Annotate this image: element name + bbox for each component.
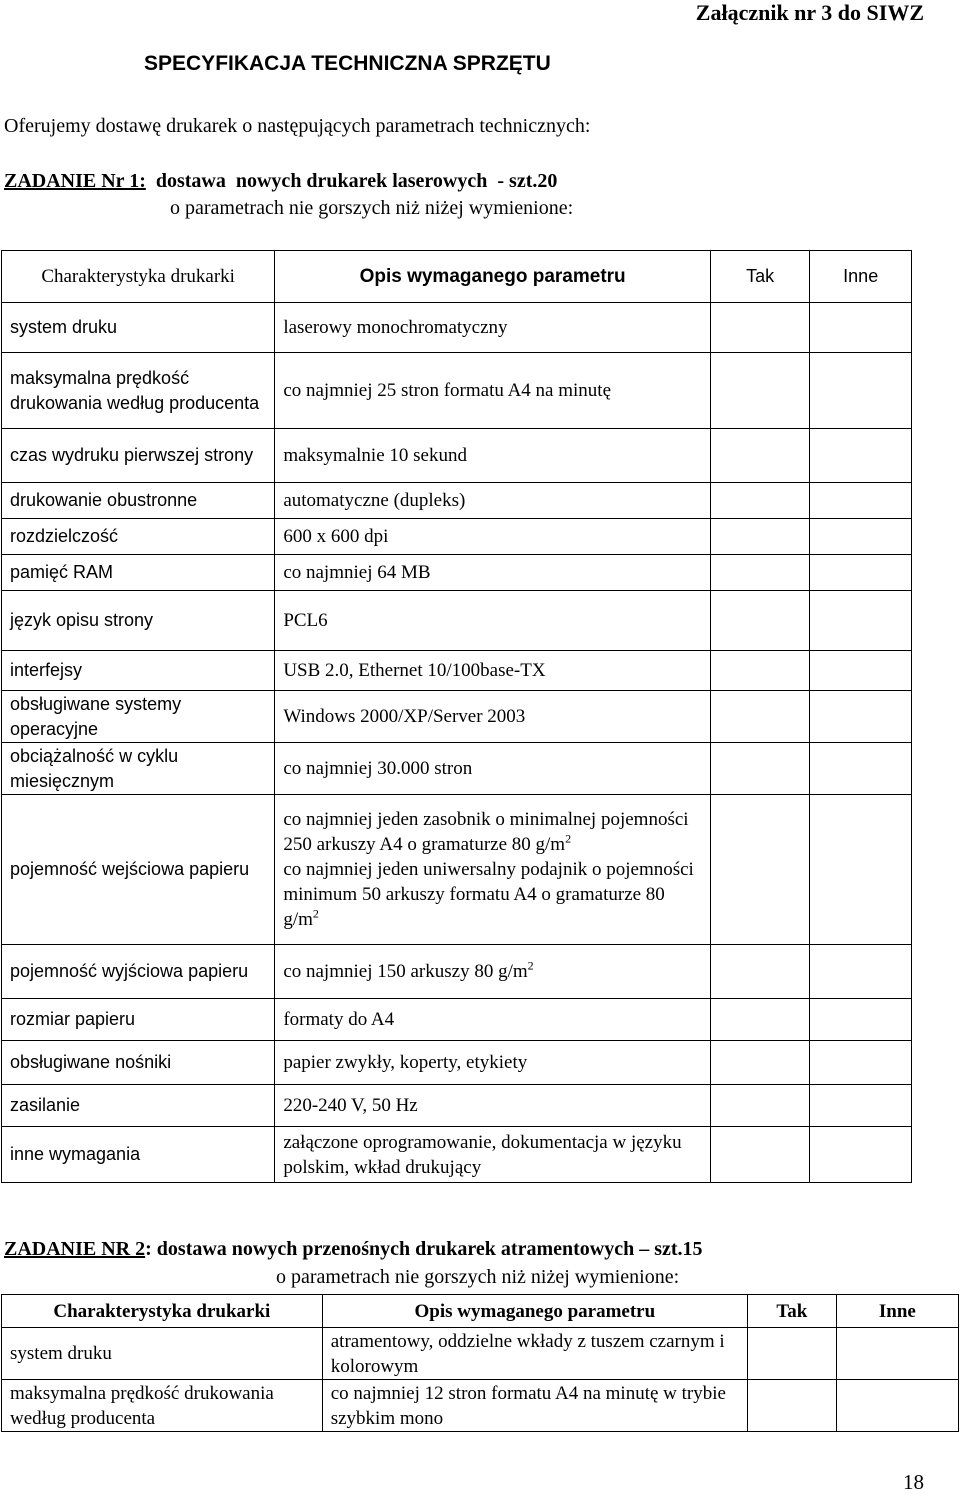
row-name: rozdzielczość bbox=[2, 519, 275, 555]
table-row bbox=[2, 1085, 912, 1127]
row-name: drukowanie obustronne bbox=[2, 483, 275, 519]
row-name: język opisu strony bbox=[2, 591, 275, 651]
t1-header-yes: Tak bbox=[710, 251, 809, 303]
table-row bbox=[2, 1380, 959, 1432]
yes-cell[interactable] bbox=[710, 555, 809, 591]
annex-label: Załącznik nr 3 do SIWZ bbox=[695, 0, 924, 25]
other-cell[interactable] bbox=[810, 429, 912, 483]
row-value: laserowy monochromatyczny bbox=[275, 303, 711, 353]
row-value: formaty do A4 bbox=[275, 999, 711, 1041]
yes-cell[interactable] bbox=[710, 353, 809, 429]
t1-header-characteristic: Charakterystyka drukarki bbox=[2, 251, 275, 303]
yes-cell[interactable] bbox=[710, 651, 809, 691]
task2-spec-table bbox=[1, 1294, 959, 1432]
row-value: Windows 2000/XP/Server 2003 bbox=[275, 691, 711, 743]
yes-cell[interactable] bbox=[710, 429, 809, 483]
t2-header-description: Opis wymaganego parametru bbox=[322, 1295, 747, 1328]
yes-cell[interactable] bbox=[710, 1041, 809, 1085]
task1-subheading: o parametrach nie gorszych niż niżej wymienione: bbox=[170, 197, 574, 219]
yes-cell[interactable] bbox=[710, 1085, 809, 1127]
table-row bbox=[2, 1127, 912, 1183]
row-value: USB 2.0, Ethernet 10/100base-TX bbox=[275, 651, 711, 691]
yes-cell[interactable] bbox=[710, 945, 809, 999]
t2-header-other: Inne bbox=[836, 1295, 958, 1328]
other-cell[interactable] bbox=[810, 1085, 912, 1127]
other-cell[interactable] bbox=[810, 353, 912, 429]
task1-desc: dostawa nowych drukarek laserowych - szt.20 bbox=[145, 170, 558, 192]
row-value: załączone oprogramowanie, dokumentacja w języku polskim, wkład drukujący bbox=[275, 1127, 711, 1183]
table-row bbox=[2, 483, 912, 519]
row-name: pojemność wejściowa papieru bbox=[2, 795, 275, 945]
other-cell[interactable] bbox=[810, 1127, 912, 1183]
yes-cell[interactable] bbox=[710, 743, 809, 795]
other-cell[interactable] bbox=[810, 743, 912, 795]
table-row bbox=[2, 591, 912, 651]
other-cell[interactable] bbox=[810, 555, 912, 591]
table-row bbox=[2, 303, 912, 353]
yes-cell[interactable] bbox=[710, 483, 809, 519]
task2-subheading: o parametrach nie gorszych niż niżej wymienione: bbox=[276, 1266, 680, 1288]
row-value: co najmniej 12 stron formatu A4 na minutę w trybie szybkim mono bbox=[322, 1380, 747, 1432]
row-value: 600 x 600 dpi bbox=[275, 519, 711, 555]
other-cell[interactable] bbox=[810, 1041, 912, 1085]
intro-text: Oferujemy dostawę drukarek o następujących parametrach technicznych: bbox=[4, 115, 591, 137]
other-cell[interactable] bbox=[810, 591, 912, 651]
row-name: pojemność wyjściowa papieru bbox=[2, 945, 275, 999]
yes-cell[interactable] bbox=[710, 999, 809, 1041]
yes-cell[interactable] bbox=[710, 519, 809, 555]
other-cell[interactable] bbox=[810, 483, 912, 519]
table-row bbox=[2, 555, 912, 591]
other-cell[interactable] bbox=[810, 945, 912, 999]
row-value: automatyczne (dupleks) bbox=[275, 483, 711, 519]
row-name: maksymalna prędkość drukowania według producenta bbox=[2, 353, 275, 429]
task2-heading bbox=[4, 1238, 703, 1261]
table-row bbox=[2, 795, 912, 945]
other-cell[interactable] bbox=[810, 691, 912, 743]
row-value bbox=[275, 945, 711, 999]
table-row bbox=[2, 353, 912, 429]
table-row bbox=[2, 743, 912, 795]
row-name: maksymalna prędkość drukowania według producenta bbox=[2, 1380, 323, 1432]
yes-cell[interactable] bbox=[747, 1328, 836, 1380]
yes-cell[interactable] bbox=[710, 795, 809, 945]
table-row bbox=[2, 999, 912, 1041]
other-cell[interactable] bbox=[810, 999, 912, 1041]
document-title: SPECYFIKACJA TECHNICZNA SPRZĘTU bbox=[144, 52, 551, 75]
task1-heading bbox=[4, 170, 557, 193]
row-value: co najmniej 30.000 stron bbox=[275, 743, 711, 795]
row-name: zasilanie bbox=[2, 1085, 275, 1127]
table-row bbox=[2, 1328, 959, 1380]
t1-header-description: Opis wymaganego parametru bbox=[275, 251, 711, 303]
task2-desc: : dostawa nowych przenośnych drukarek atramentowych – szt.15 bbox=[145, 1238, 703, 1260]
superscript: 2 bbox=[527, 958, 534, 973]
yes-cell[interactable] bbox=[747, 1380, 836, 1432]
row-value: co najmniej 64 MB bbox=[275, 555, 711, 591]
task1-spec-table bbox=[1, 250, 912, 1183]
row-name: rozmiar papieru bbox=[2, 999, 275, 1041]
yes-cell[interactable] bbox=[710, 591, 809, 651]
row-name: obsługiwane nośniki bbox=[2, 1041, 275, 1085]
row-name: system druku bbox=[2, 303, 275, 353]
other-cell[interactable] bbox=[810, 519, 912, 555]
yes-cell[interactable] bbox=[710, 691, 809, 743]
table-row bbox=[2, 429, 912, 483]
row-value: co najmniej 25 stron formatu A4 na minutę bbox=[275, 353, 711, 429]
input-capacity-tray: co najmniej jeden zasobnik o minimalnej pojemności 250 arkuszy A4 o gramaturze 80 g/m bbox=[283, 809, 689, 855]
row-value: papier zwykły, koperty, etykiety bbox=[275, 1041, 711, 1085]
row-name: system druku bbox=[2, 1328, 323, 1380]
row-name: obciążalność w cyklu miesięcznym bbox=[2, 743, 275, 795]
row-value: 220-240 V, 50 Hz bbox=[275, 1085, 711, 1127]
yes-cell[interactable] bbox=[710, 303, 809, 353]
t1-header-other: Inne bbox=[810, 251, 912, 303]
superscript: 2 bbox=[565, 831, 572, 846]
t2-header-yes: Tak bbox=[747, 1295, 836, 1328]
row-name: czas wydruku pierwszej strony bbox=[2, 429, 275, 483]
other-cell[interactable] bbox=[810, 303, 912, 353]
page-number: 18 bbox=[903, 1470, 924, 1494]
other-cell[interactable] bbox=[836, 1328, 958, 1380]
task2-label: ZADANIE NR 2 bbox=[4, 1238, 146, 1260]
table-row bbox=[2, 519, 912, 555]
other-cell[interactable] bbox=[810, 795, 912, 945]
row-value: atramentowy, oddzielne wkłady z tuszem czarnym i kolorowym bbox=[322, 1328, 747, 1380]
row-name: pamięć RAM bbox=[2, 555, 275, 591]
yes-cell[interactable] bbox=[710, 1127, 809, 1183]
superscript: 2 bbox=[312, 906, 319, 921]
other-cell[interactable] bbox=[810, 651, 912, 691]
t2-header-characteristic: Charakterystyka drukarki bbox=[2, 1295, 323, 1328]
row-name: interfejsy bbox=[2, 651, 275, 691]
row-value: maksymalnie 10 sekund bbox=[275, 429, 711, 483]
row-name: obsługiwane systemy operacyjne bbox=[2, 691, 275, 743]
row-name: inne wymagania bbox=[2, 1127, 275, 1183]
output-capacity: co najmniej 150 arkuszy 80 g/m bbox=[283, 961, 528, 982]
row-value bbox=[275, 795, 711, 945]
input-capacity-feeder: co najmniej jeden uniwersalny podajnik o pojemności minimum 50 arkuszy formatu A4 o gramaturze 80 g/m bbox=[283, 859, 694, 930]
table-row bbox=[2, 945, 912, 999]
other-cell[interactable] bbox=[836, 1380, 958, 1432]
task1-label: ZADANIE Nr 1: bbox=[4, 170, 146, 192]
row-value: PCL6 bbox=[275, 591, 711, 651]
table-row bbox=[2, 651, 912, 691]
table-row bbox=[2, 691, 912, 743]
table-row bbox=[2, 1041, 912, 1085]
